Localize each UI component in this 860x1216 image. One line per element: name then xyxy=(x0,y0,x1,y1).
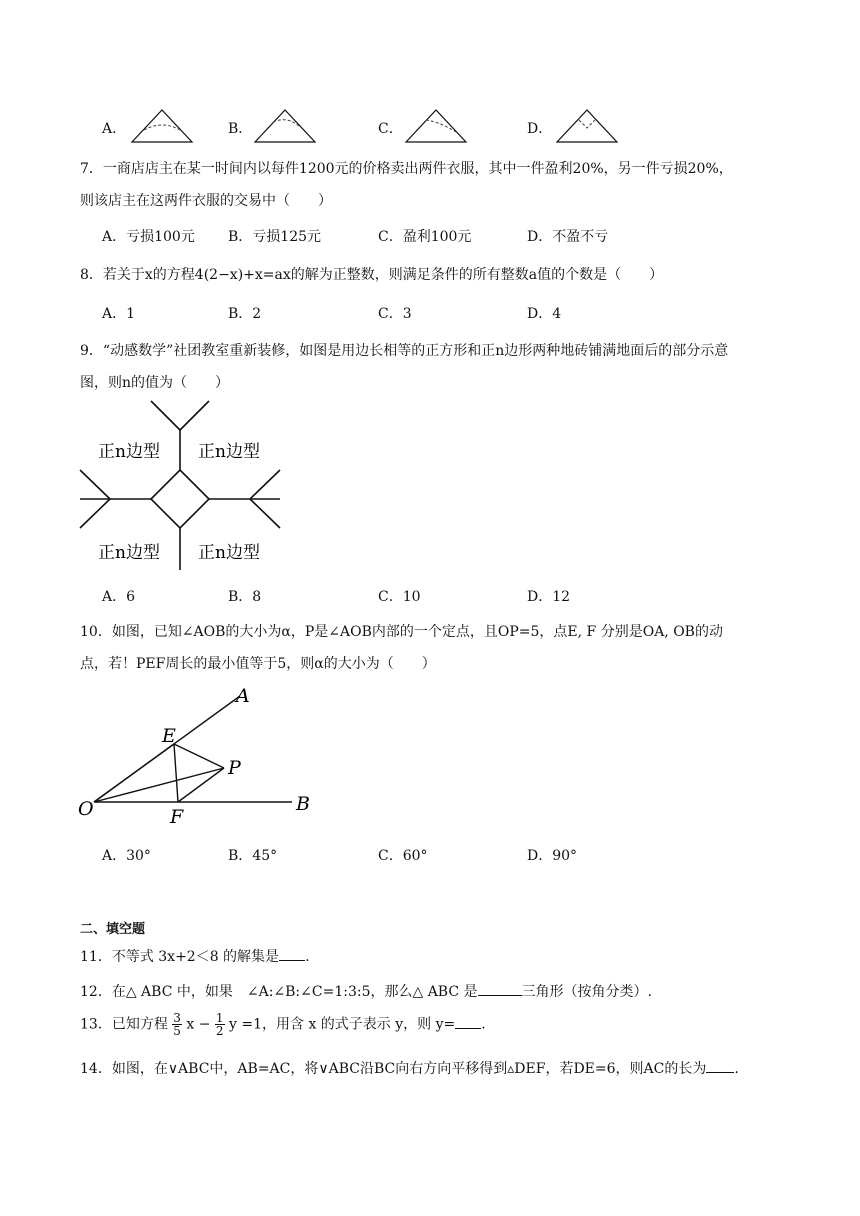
q13 xyxy=(80,1012,486,1037)
q10-label-o: O xyxy=(78,798,94,820)
section-title-fill-in: 二、填空题 xyxy=(80,922,146,937)
q10-line2: 点，若！PEF周长的最小值等于5，则α的大小为（ ） xyxy=(80,656,436,672)
q6-option-d: D． xyxy=(527,121,553,137)
q9-line2: 图，则n的值为（ ） xyxy=(80,375,230,391)
q9-label-bottom-left: 正n边型 xyxy=(98,543,160,563)
q7-line2: 则该店主在这两件衣服的交易中（ ） xyxy=(80,193,332,209)
q12-text: 12．在△ ABC 中，如果 ∠A:∠B:∠C=1:3:5，那么△ ABC 是 xyxy=(80,984,478,1000)
q10-label-b: B xyxy=(296,793,310,815)
q8-option-a: A．1 xyxy=(102,306,136,322)
q9-option-a: A．6 xyxy=(102,589,136,605)
q14 xyxy=(80,1058,739,1078)
q10-label-e: E xyxy=(162,725,176,747)
q14-end: . xyxy=(734,1061,739,1077)
q6-option-a: A． xyxy=(102,121,127,137)
q14-answer-blank[interactable] xyxy=(706,1058,734,1073)
q8-option-b: B．2 xyxy=(228,306,262,322)
q10-option-c: C．60° xyxy=(378,848,428,864)
q11-end: . xyxy=(305,949,310,965)
q7-option-d: D．不盈不亏 xyxy=(527,229,609,245)
q9-label-bottom-right: 正n边型 xyxy=(198,543,260,563)
q9-line1: 9．“动感数学”社团教室重新装修，如图是用边长相等的正方形和正n边形两种地砖铺满地面后的部分示意 xyxy=(80,343,729,359)
q7-option-a: A．亏损100元 xyxy=(102,229,195,245)
q8-line1: 8．若关于x的方程4(2−x)+x=ax的解为正整数，则满足条件的所有整数a值的个数是（ ） xyxy=(80,267,664,283)
q11-text: 11．不等式 3x+2＜8 的解集是 xyxy=(80,949,280,965)
q10-option-d: D．90° xyxy=(527,848,578,864)
q7-option-c: C．盈利100元 xyxy=(378,229,472,245)
q13-answer-blank[interactable] xyxy=(455,1014,481,1029)
q9-label-top-right: 正n边型 xyxy=(198,442,260,462)
q10-geometry-figure xyxy=(76,682,326,828)
q13-end: . xyxy=(481,1016,486,1033)
q14-text: 14．如图，在∨ABC中，AB=AC，将∨ABC沿BC向右方向平移得到▵DEF，若DE=6，则AC的长为 xyxy=(80,1061,707,1077)
q13-pre: 13．已知方程 xyxy=(80,1016,168,1033)
q13-fraction-3-5: $\frac{3}{5}$ xyxy=(173,1011,181,1038)
q11-answer-blank[interactable] xyxy=(279,946,305,961)
q6-figure-a xyxy=(130,106,194,146)
q13-fraction-1-2: $\frac{1}{2}$ xyxy=(215,1011,224,1038)
q8-option-c: C．3 xyxy=(378,306,412,322)
q6-figure-b xyxy=(253,106,317,146)
q9-tiling-figure xyxy=(76,398,286,576)
q6-option-c: C． xyxy=(378,121,403,137)
q12-answer-blank[interactable] xyxy=(478,981,522,996)
q9-option-b: B．8 xyxy=(228,589,262,605)
q12-end: 三角形（按角分类）. xyxy=(521,984,652,1000)
q10-label-f: F xyxy=(170,806,184,828)
q9-label-top-left: 正n边型 xyxy=(98,442,160,462)
q7-option-b: B．亏损125元 xyxy=(228,229,322,245)
q13-mid: x − xyxy=(186,1016,211,1033)
q9-option-c: C．10 xyxy=(378,589,421,605)
q7-line1: 7．一商店店主在某一时间内以每件1200元的价格卖出两件衣服，其中一件盈利20%，另一件亏损20%， xyxy=(80,161,733,177)
q13-post: y =1，用含 x 的式子表示 y，则 y= xyxy=(229,1016,456,1033)
q8-option-d: D．4 xyxy=(527,306,562,322)
q10-option-b: B．45° xyxy=(228,848,278,864)
q11 xyxy=(80,946,310,966)
q6-figure-d xyxy=(555,106,619,146)
q9-option-d: D．12 xyxy=(527,589,571,605)
q10-line1: 10．如图，已知∠AOB的大小为α，P是∠AOB内部的一个定点，且OP=5，点E, F 分别是OA, OB的动 xyxy=(80,624,723,640)
q12 xyxy=(80,981,652,1001)
q10-option-a: A．30° xyxy=(102,848,151,864)
q6-figure-c xyxy=(404,106,468,146)
q10-label-a: A xyxy=(236,685,250,707)
q6-option-b: B． xyxy=(228,121,253,137)
q10-label-p: P xyxy=(228,757,241,779)
